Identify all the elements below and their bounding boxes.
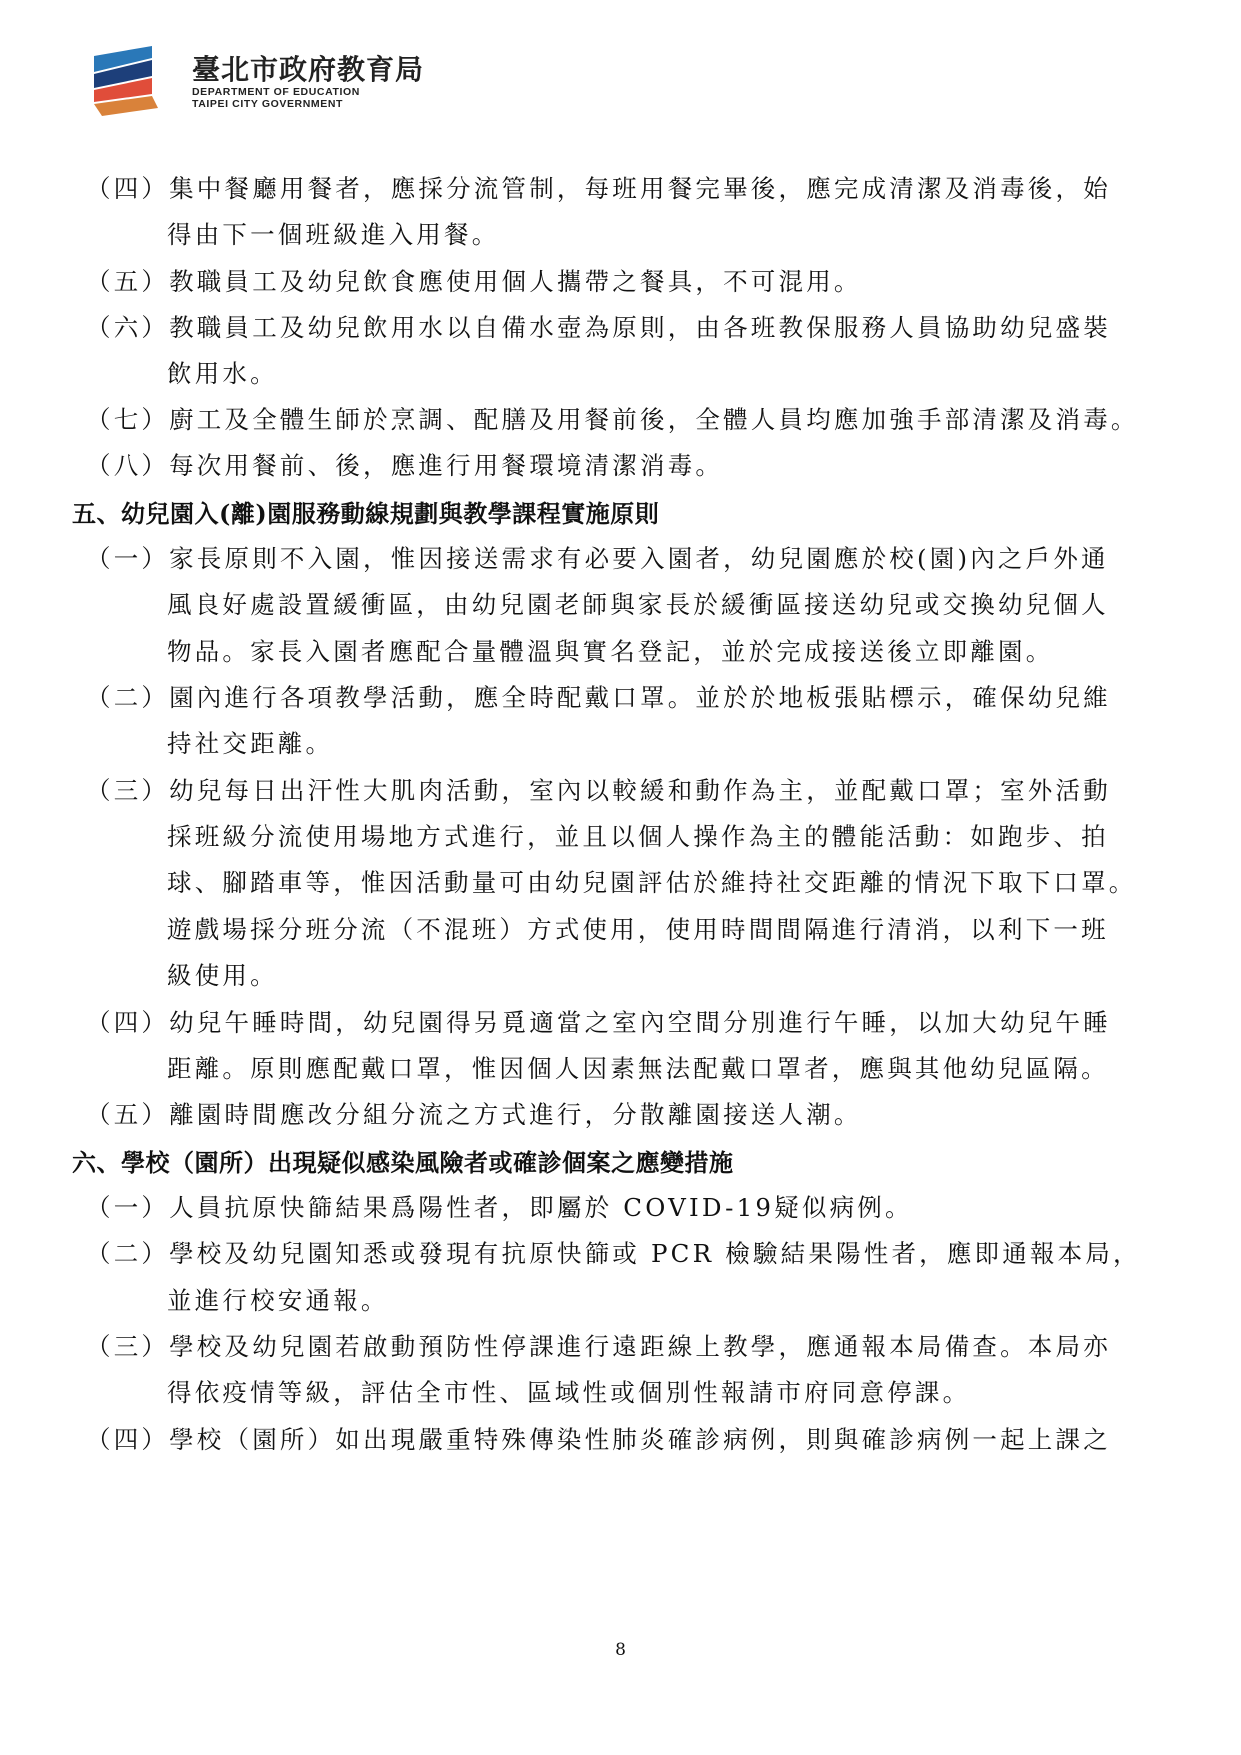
s6-item-1: （一）人員抗原快篩結果爲陽性者，即屬於 COVID-19疑似病例。 [86,1193,913,1222]
s6-item-3-line1: （三）學校及幼兒園若啟動預防性停課進行遠距線上教學，應通報本局備查。本局亦 [86,1332,1111,1361]
item-7: （七）廚工及全體生師於烹調、配膳及用餐前後，全體人員均應加強手部清潔及消毒。 [86,405,1139,434]
s6-item-4-line1: （四）學校（園所）如出現嚴重特殊傳染性肺炎確診病例，則與確診病例一起上課之 [86,1425,1111,1454]
logo-title-en-line1: DEPARTMENT OF EDUCATION [192,86,360,98]
s5-item-2-line2: 持社交距離。 [167,729,334,758]
s5-item-3-line4: 遊戲場採分班分流（不混班）方式使用，使用時間間隔進行清消，以利下一班 [167,915,1109,944]
s5-item-5: （五）離園時間應改分組分流之方式進行，分散離園接送人潮。 [86,1100,862,1129]
s5-item-2-line1: （二）園內進行各項教學活動，應全時配戴口罩。並於於地板張貼標示，確保幼兒維 [86,683,1111,712]
s5-item-4-line2: 距離。原則應配戴口罩，惟因個人因素無法配戴口罩者，應與其他幼兒區隔。 [167,1054,1109,1083]
item-6-line1: （六）教職員工及幼兒飲用水以自備水壺為原則，由各班教保服務人員協助幼兒盛裝 [86,313,1111,342]
s6-item-2-line1: （二）學校及幼兒園知悉或發現有抗原快篩或 PCR 檢驗結果陽性者，應即通報本局， [86,1239,1141,1268]
s5-item-3-line3: 球、腳踏車等，惟因活動量可由幼兒園評估於維持社交距離的情況下取下口罩。 [167,868,1137,897]
s5-item-3-line5: 級使用。 [167,961,278,990]
s5-item-3-line1: （三）幼兒每日出汗性大肌肉活動，室內以較緩和動作為主，並配戴口罩；室外活動 [86,776,1111,805]
s5-item-1-line1: （一）家長原則不入園，惟因接送需求有必要入園者，幼兒園應於校(園)內之戶外通 [86,544,1109,573]
item-8: （八）每次用餐前、後，應進行用餐環境清潔消毒。 [86,451,724,480]
s6-item-2-line2: 並進行校安通報。 [167,1286,389,1315]
s5-item-1-line3: 物品。家長入園者應配合量體溫與實名登記，並於完成接送後立即離園。 [167,637,1054,666]
s5-item-3-line2: 採班級分流使用場地方式進行，並且以個人操作為主的體能活動：如跑步、拍 [167,822,1109,851]
logo-title-en-line2: TAIPEI CITY GOVERNMENT [192,98,344,110]
s6-item-3-line2: 得依疫情等級，評估全市性、區域性或個別性報請市府同意停課。 [167,1378,971,1407]
department-logo [92,46,512,128]
item-6-line2: 飲用水。 [167,359,278,388]
logo-title-cn: 臺北市政府教育局 [192,53,425,86]
section-5-heading: 五、幼兒園入(離)園服務動線規劃與教學課程實施原則 [72,499,660,528]
item-5: （五）教職員工及幼兒飲食應使用個人攜帶之餐具，不可混用。 [86,267,862,296]
page-number: 8 [615,1640,626,1660]
s5-item-4-line1: （四）幼兒午睡時間，幼兒園得另覓適當之室內空間分別進行午睡，以加大幼兒午睡 [86,1008,1111,1037]
s5-item-1-line2: 風良好處設置緩衝區，由幼兒園老師與家長於緩衝區接送幼兒或交換幼兒個人 [167,590,1109,619]
item-4-line2: 得由下一個班級進入用餐。 [167,220,500,249]
item-4-line1: （四）集中餐廳用餐者，應採分流管制，每班用餐完畢後，應完成清潔及消毒後，始 [86,174,1111,203]
section-6-heading: 六、學校（園所）出現疑似感染風險者或確診個案之應變措施 [72,1148,734,1177]
logo-emblem-icon [92,46,166,118]
